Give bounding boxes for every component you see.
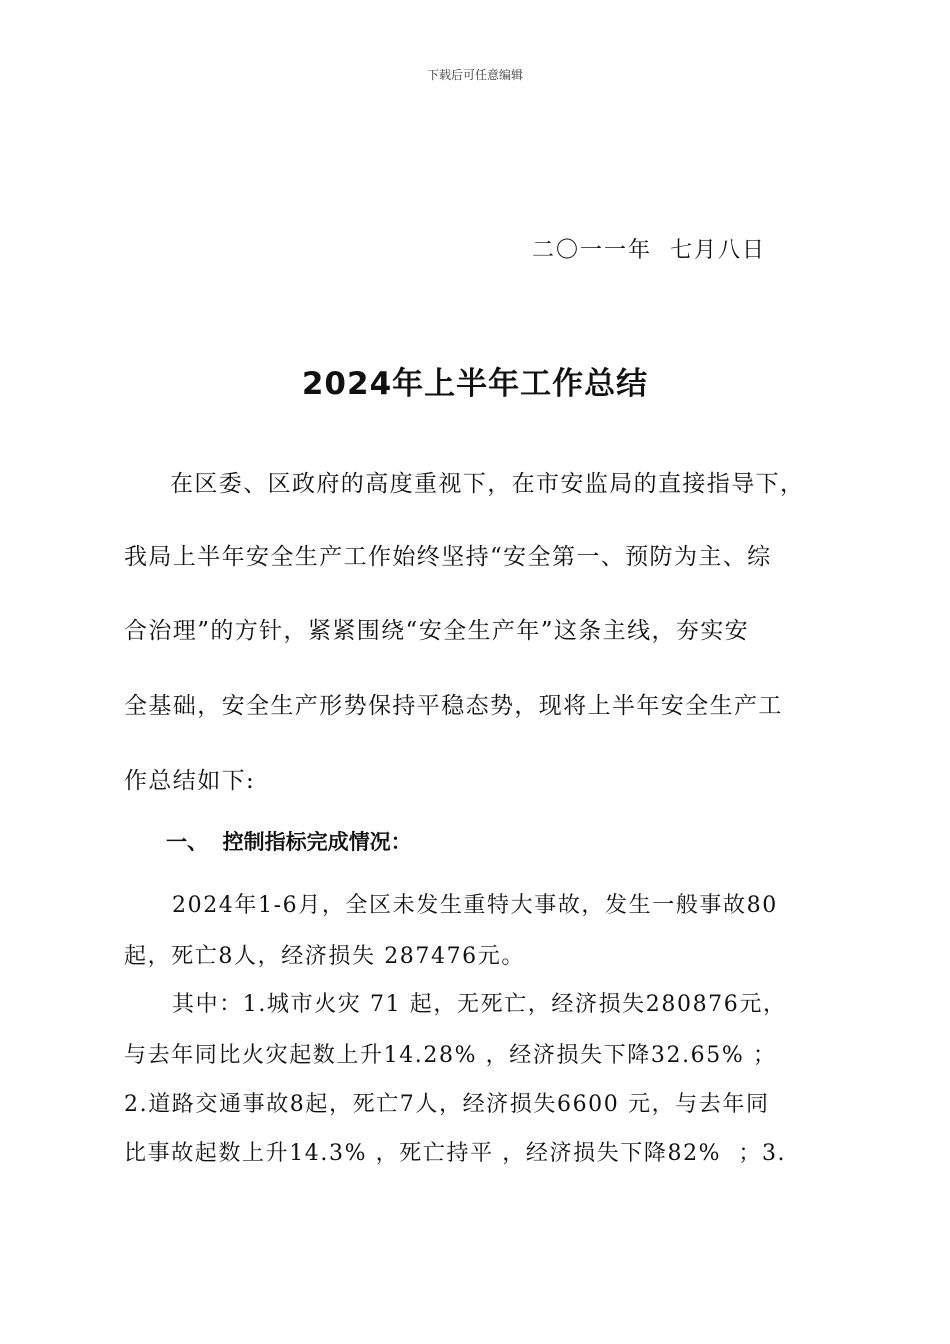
document-date: 二〇一一年 七月八日 [532,238,766,263]
section-line-1: 2024年1-6月，全区未发生重特大事故，发生一般事故80 [172,893,778,918]
intro-line-5: 作总结如下: [124,768,256,794]
document-title: 2024年上半年工作总结 [301,366,649,402]
section-line-5: 2.道路交通事故8起，死亡7人，经济损失6600 元，与去年同 [124,1092,770,1117]
intro-line-4: 全基础，安全生产形势保持平稳态势，现将上半年安全生产工 [124,693,783,719]
intro-line-2: 我局上半年安全生产工作始终坚持“安全第一、预防为主、综 [124,544,772,570]
section-line-2: 起，死亡8人，经济损失 287476元。 [124,944,525,969]
section-line-3: 其中：1.城市火灾 71 起，无死亡，经济损失280876元， [172,992,787,1017]
section-line-6: 比事故起数上升14.3% ，死亡持平 ，经济损失下降82% ；3. [124,1141,787,1166]
header-note: 下载后可任意编辑 [426,68,523,82]
section-line-4: 与去年同比火灾起数上升14.28% ，经济损失下降32.65% ； [124,1043,777,1068]
intro-line-1: 在区委、区政府的高度重视下，在市安监局的直接指导下， [170,471,805,497]
intro-line-3: 合治理”的方针，紧紧围绕“安全生产年”这条主线，夯实安 [124,618,750,644]
section-heading: 一、 控制指标完成情况： [166,830,412,854]
